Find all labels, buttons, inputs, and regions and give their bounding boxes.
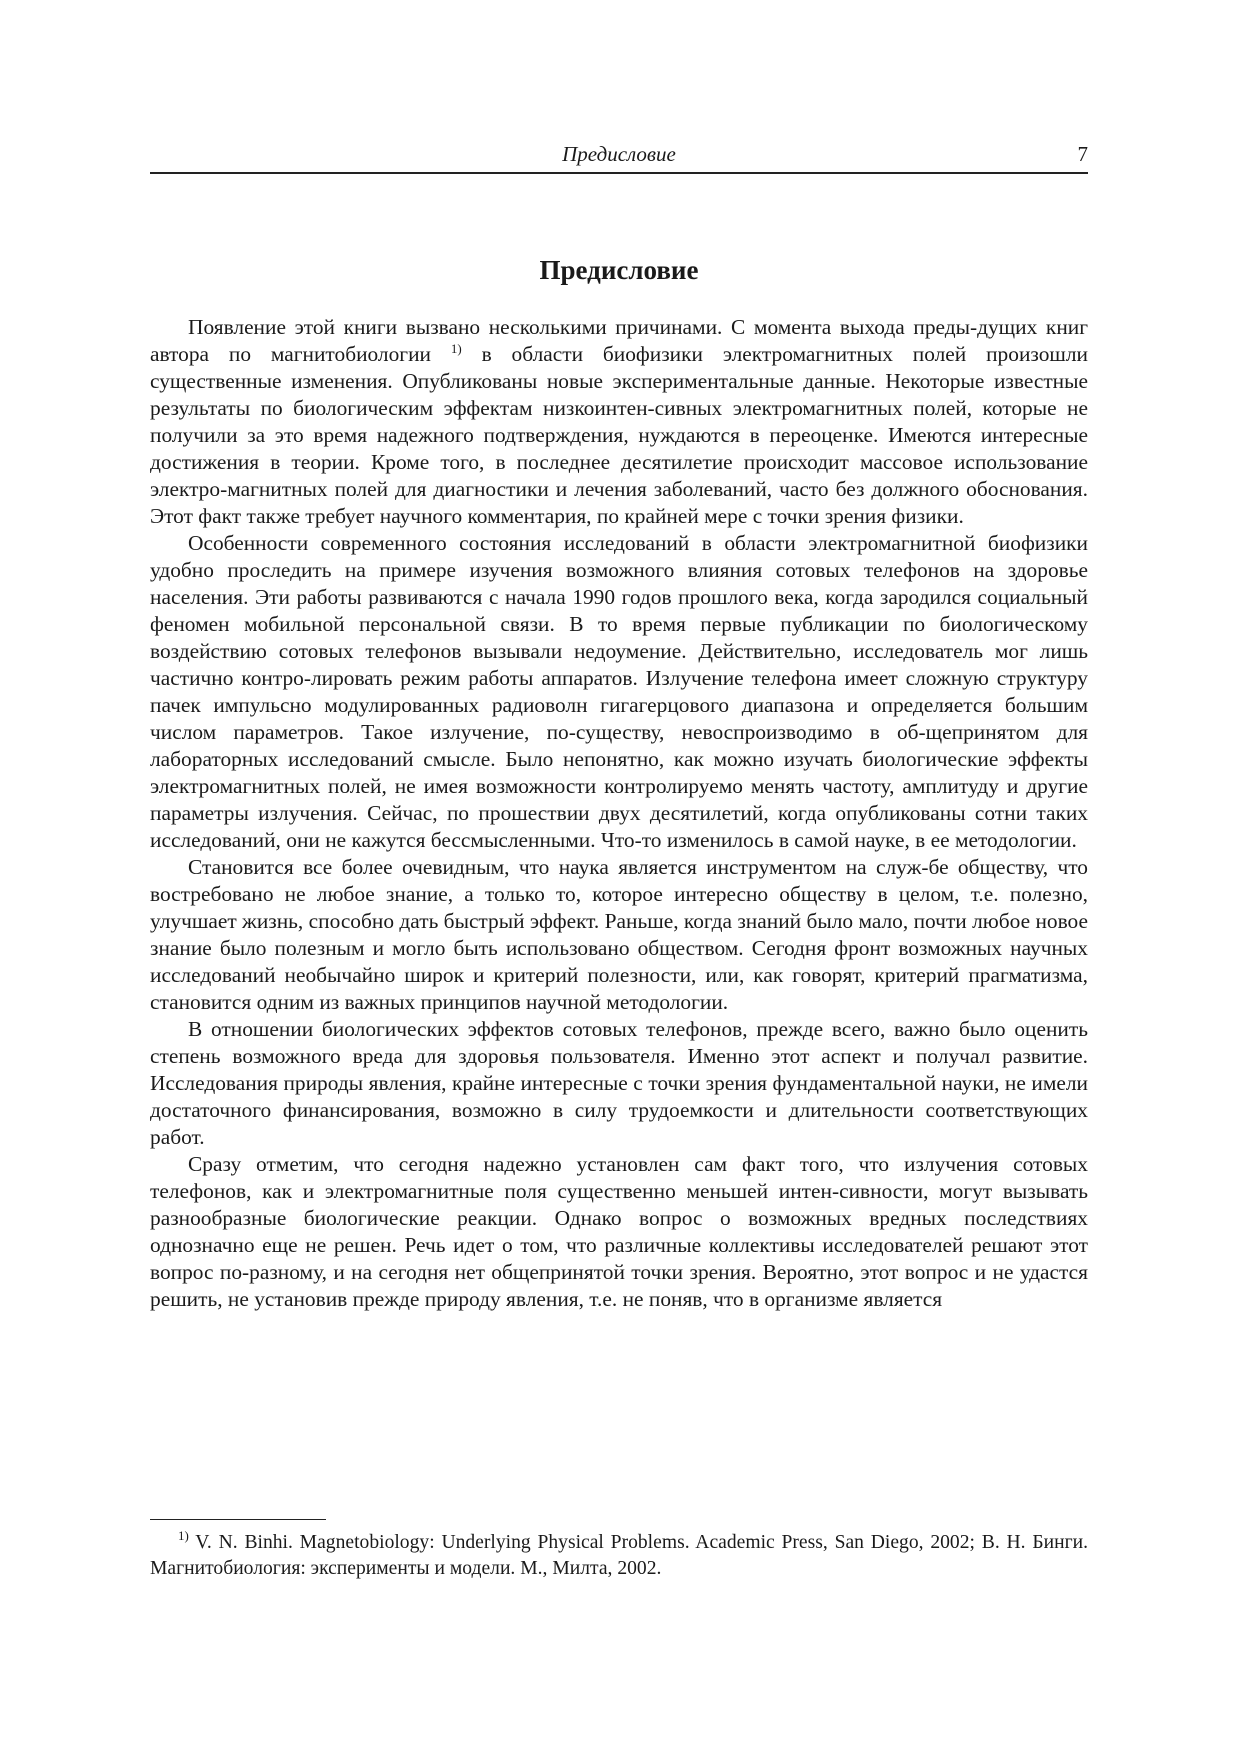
page-number: 7 — [1077, 142, 1088, 166]
footnote — [150, 1530, 1088, 1582]
paragraph-1-text-end: в области биофизики электромагнитных полей произошли существенные изменения. Опубликованы новые экспериментальные данные. Некоторые известные результаты по биологическим эффектам низкоинтен-сивных электромагнитных полей, которые не получили за это время надежного подтверждения, нуждаются в переоценке. Имеются интересные достижения в теории. Кроме того, в последнее десятилетие происходит массовое использование электро-магнитных полей для диагностики и лечения заболеваний, часто без должного обоснования. Этот факт также требует научного комментария, по крайней мере с точки зрения физики. — [150, 342, 1089, 528]
paragraph-2: Особенности современного состояния исследований в области электромагнитной биофизики удобно проследить на примере изучения возможного влияния сотовых телефонов на здоровье населения. Эти работы развиваются с начала 1990 годов прошлого века, когда зародился социальный феномен мобильной персональной связи. В то время первые публикации по биологическому воздействию сотовых телефонов вызывали недоумение. Действительно, исследователь мог лишь частично контро-лировать режим работы аппаратов. Излучение телефона имеет сложную структуру пачек импульсно модулированных радиоволн гигагерцового диапазона и определяется большим числом параметров. Такое излучение, по-существу, невоспроизводимо в об-щепринятом для лабораторных исследований смысле. Было непонятно, как можно изучать биологические эффекты электромагнитных полей, не имея возможности контролируемо менять частоту, амплитуду и другие параметры излучения. Сейчас, по прошествии двух десятилетий, когда опубликованы сотни таких исследований, они не кажутся бессмысленными. Что-то изменилось в самой науке, в ее методологии. — [150, 531, 1088, 852]
paragraph-3: Становится все более очевидным, что наука является инструментом на служ-бе обществу, что востребовано не любое знание, а только то, которое интересно обществу в целом, т.е. полезно, улучшает жизнь, способно дать быстрый эффект. Раньше, когда знаний было мало, почти любое новое знание было полезным и могло быть использовано обществом. Сегодня фронт возможных научных исследований необычайно широк и критерий полезности, или, как говорят, критерий прагматизма, становится одним из важных принципов научной методологии. — [150, 855, 1088, 1014]
paragraph-5: Сразу отметим, что сегодня надежно установлен сам факт того, что излучения сотовых телефонов, как и электромагнитные поля существенно меньшей интен-сивности, могут вызывать разнообразные биологические реакции. Однако вопрос о возможных вредных последствиях однозначно еще не решен. Речь идет о том, что различные коллективы исследователей решают этот вопрос по-разному, и на сегодня нет общепринятой точки зрения. Вероятно, этот вопрос и не удастся решить, не установив прежде природу явления, т.е. не поняв, что в организме является — [150, 1152, 1088, 1311]
paragraph-1-text-start: Появление этой книги вызвано несколькими причинами. С момента выхода преды-дущих книг автора по магнитобиологии — [150, 315, 1088, 366]
footnote-divider — [150, 1519, 326, 1520]
body-text — [150, 314, 1088, 1313]
paragraph-1 — [150, 314, 1088, 530]
section-heading: Предисловие — [539, 255, 699, 285]
running-title: Предисловие — [562, 142, 676, 166]
paragraph-4: В отношении биологических эффектов сотовых телефонов, прежде всего, важно было оценить степень возможного вреда для здоровья пользователя. Именно этот аспект и получал развитие. Исследования природы явления, крайне интересные с точки зрения фундаментальной науки, не имели достаточного финансирования, возможно в силу трудоемкости и длительности соответствующих работ. — [150, 1017, 1088, 1149]
footnote-reference[interactable]: 1) — [450, 341, 462, 356]
running-head — [150, 140, 1088, 174]
footnote-marker: 1) — [178, 1528, 189, 1543]
footnote-text: V. N. Binhi. Magnetobiology: Underlying Physical Problems. Academic Press, San Diego, 2002; В. Н. Бинги. Магнитобиология: эксперименты и модели. М., Милта, 2002. — [150, 1532, 1088, 1579]
